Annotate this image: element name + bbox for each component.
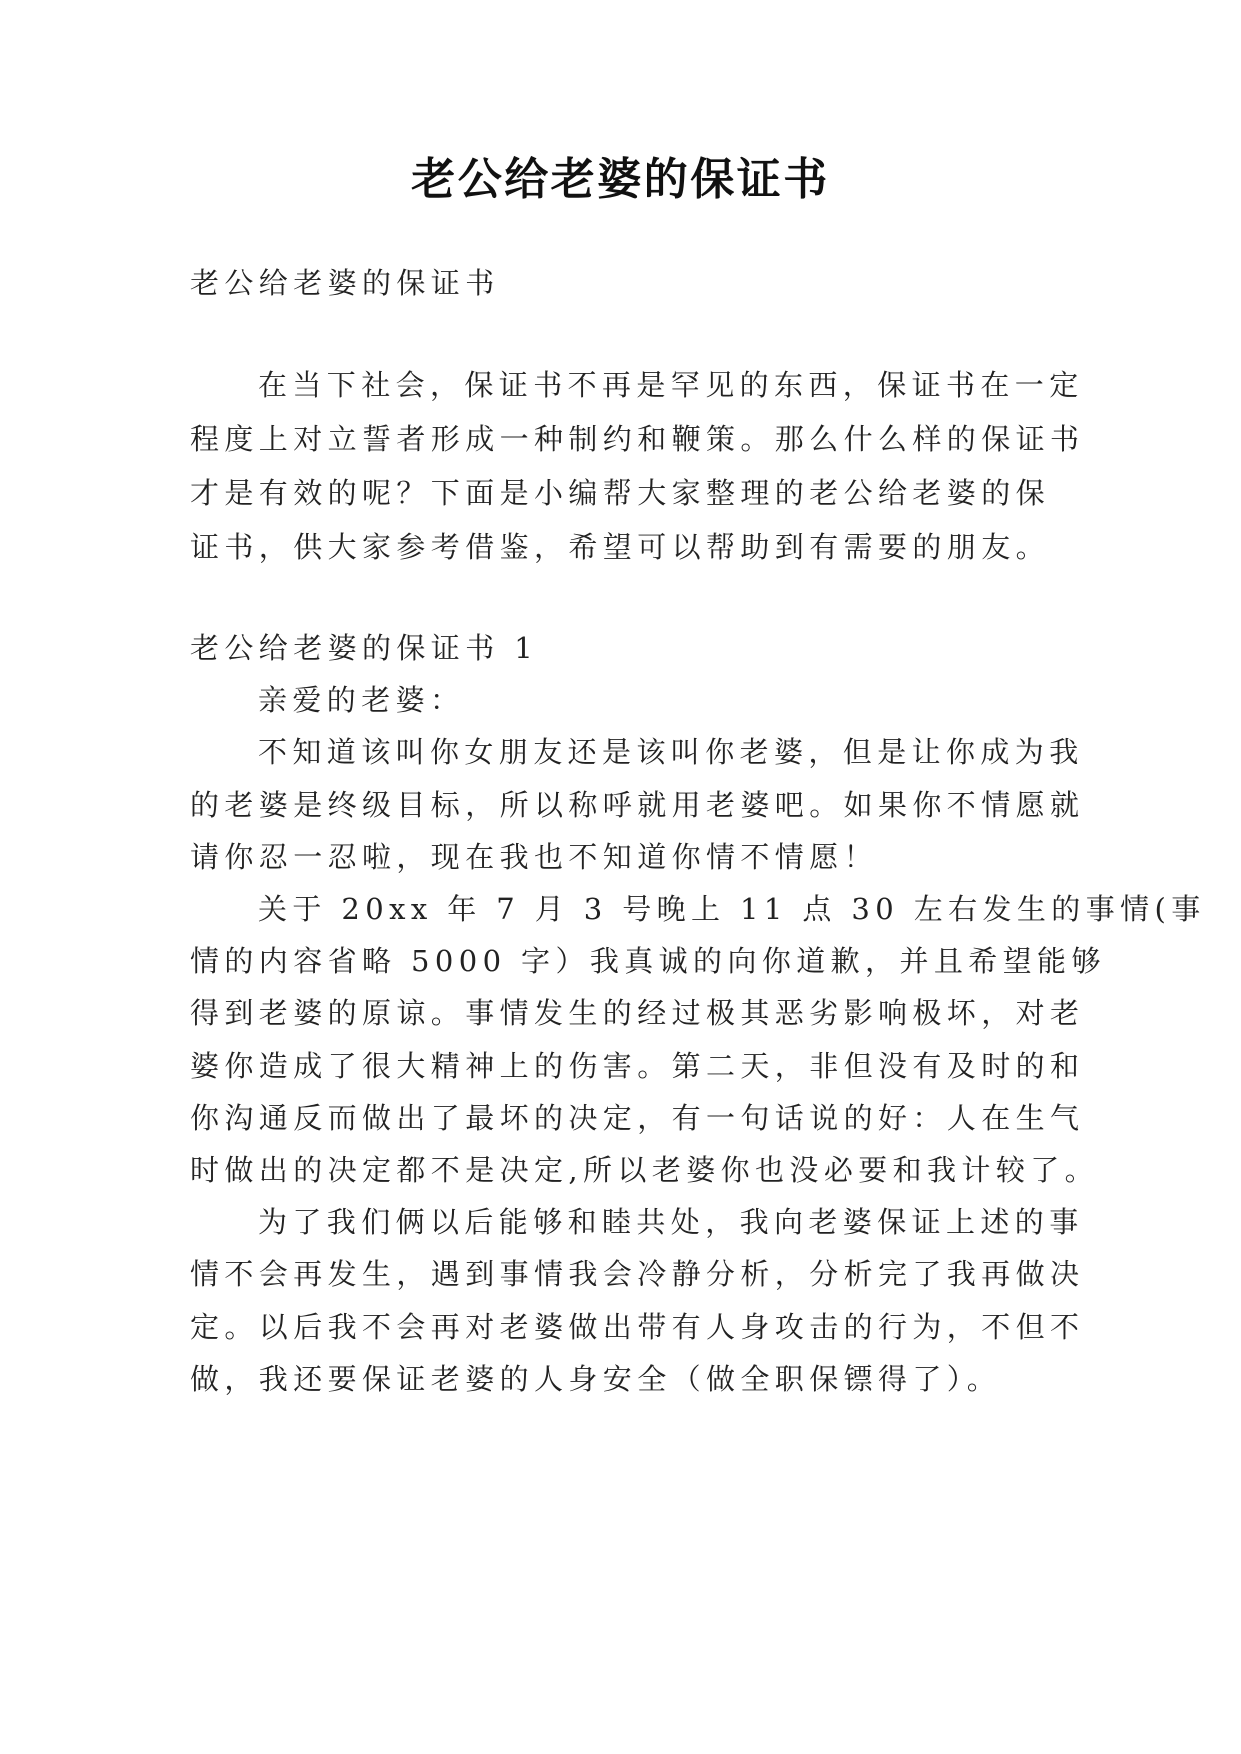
body-paragraph [190,1196,1085,1405]
body-paragraph [190,726,1085,883]
paragraph-line: 婆你造成了很大精神上的伤害。第二天，非但没有及时的和 [190,1048,1085,1083]
paragraph-line: 得到老婆的原谅。事情发生的经过极其恶劣影响极坏，对老 [190,996,1085,1031]
paragraph-line: 为了我们俩以后能够和睦共处，我向老婆保证上述的事 [258,1205,1084,1240]
intro-line: 才是有效的呢？下面是小编帮大家整理的老公给老婆的保 [190,476,1051,510]
intro-line: 程度上对立誓者形成一种制约和鞭策。那么什么样的保证书 [190,422,1085,456]
paragraph-line: 的老婆是终级目标，所以称呼就用老婆吧。如果你不情愿就 [190,787,1085,822]
letter-section [190,622,1206,1405]
paragraph-line: 做，我还要保证老婆的人身安全（做全职保镖得了）。 [190,1361,1002,1396]
body-paragraph [190,883,1206,1196]
paragraph-line: 情不会再发生，遇到事情我会冷静分析，分析完了我再做决 [190,1257,1085,1292]
intro-paragraph [190,358,1085,574]
paragraph-line: 不知道该叫你女朋友还是该叫你老婆，但是让你成为我 [258,735,1084,770]
intro-line: 证书，供大家参考借鉴，希望可以帮助到有需要的朋友。 [190,530,1051,564]
intro-line: 在当下社会，保证书不再是罕见的东西，保证书在一定 [258,368,1084,402]
salutation: 亲爱的老婆： [258,683,465,718]
document-body [190,257,1206,1405]
doc-heading: 老公给老婆的保证书 [190,266,500,300]
paragraph-line: 时做出的决定都不是决定,所以老婆你也没必要和我计较了。 [190,1153,1100,1188]
paragraph-line: 定。以后我不会再对老婆做出带有人身攻击的行为，不但不 [190,1309,1085,1344]
paragraph-line: 关于 20xx 年 7 月 3 号晚上 11 点 30 左右发生的事情(事 [258,892,1206,927]
paragraph-line: 情的内容省略 5000 字）我真诚的向你道歉，并且希望能够 [190,944,1106,979]
paragraph-line: 请你忍一忍啦，现在我也不知道你情不情愿！ [190,839,879,874]
section-heading: 老公给老婆的保证书 1 [190,631,539,665]
paragraph-line: 你沟通反而做出了最坏的决定，有一句话说的好：人在生气 [190,1100,1085,1135]
page-title: 老公给老婆的保证书 [411,154,830,205]
